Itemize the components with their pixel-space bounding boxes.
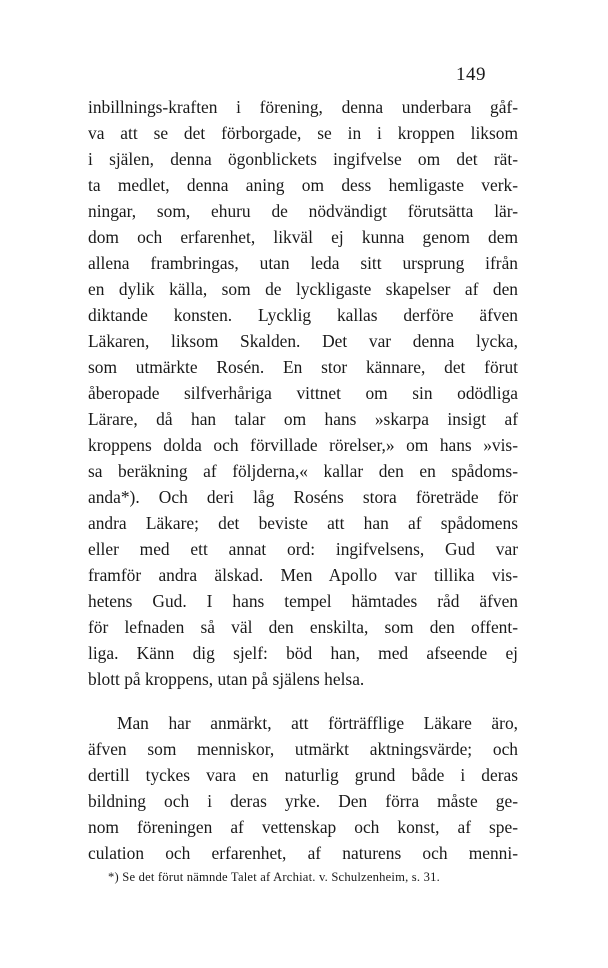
text-line: kroppens dolda och förvillade rörelser,» om hans »vis-	[88, 435, 518, 455]
text-line: anda*). Och deri låg Roséns stora företräde för	[88, 487, 518, 507]
text-line: Lärare, då han talar om hans »skarpa insigt af	[88, 409, 518, 429]
text-line: bildning och i deras yrke. Den förra måste ge-	[88, 791, 518, 811]
text-line: nom föreningen af vettenskap och konst, af spe-	[88, 817, 518, 837]
text-line: hetens Gud. I hans tempel hämtades råd äfven	[88, 591, 518, 611]
text-line: va att se det förborgade, se in i kroppen liksom	[88, 123, 518, 143]
page-number: 149	[456, 64, 486, 85]
text-line: som utmärkte Rosén. En stor kännare, det förut	[88, 357, 518, 377]
text-line: ningar, som, ehuru de nödvändigt förutsätta lär-	[88, 201, 518, 221]
text-line: för lefnaden så väl den enskilta, som den offent-	[88, 617, 518, 637]
text-line: eller med ett annat ord: ingifvelsens, Gud var	[88, 539, 518, 559]
text-line: blott på kroppens, utan på själens helsa.	[88, 669, 365, 689]
text-line: i själen, denna ögonblickets ingifvelse om det rät-	[88, 149, 518, 169]
text-line: andra Läkare; det beviste att han af spådomens	[88, 513, 518, 533]
text-line: Läkaren, liksom Skalden. Det var denna lycka,	[88, 331, 518, 351]
text-line: dom och erfarenhet, likväl ej kunna genom dem	[88, 227, 518, 247]
text-line: culation och erfarenhet, af naturens och menni-	[88, 843, 518, 863]
text-line: en dylik källa, som de lyckligaste skapelser af den	[88, 279, 518, 299]
text-line: dertill tyckes vara en naturlig grund både i deras	[88, 765, 518, 785]
text-line: allena frambringas, utan leda sitt ursprung ifrån	[88, 253, 518, 273]
text-line: äfven som menniskor, utmärkt aktningsvärde; och	[88, 739, 518, 759]
footnote: *) Se det förut nämnde Talet af Archiat. v. Schulzenheim, s. 31.	[108, 870, 440, 884]
text-line: Man har anmärkt, att förträfflige Läkare äro,	[117, 713, 518, 733]
text-line: ta medlet, denna aning om dess hemligaste verk-	[88, 175, 518, 195]
text-line: diktande konsten. Lycklig kallas derföre äfven	[88, 305, 518, 325]
text-line: liga. Känn dig sjelf: böd han, med afseende ej	[88, 643, 518, 663]
text-line: sa beräkning af följderna,« kallar den en spådoms-	[88, 461, 518, 481]
text-line: inbillnings-kraften i förening, denna underbara gåf-	[88, 97, 518, 117]
text-line: åberopade silfverhåriga vittnet om sin odödliga	[88, 383, 518, 403]
text-line: framför andra älskad. Men Apollo var tillika vis-	[88, 565, 518, 585]
